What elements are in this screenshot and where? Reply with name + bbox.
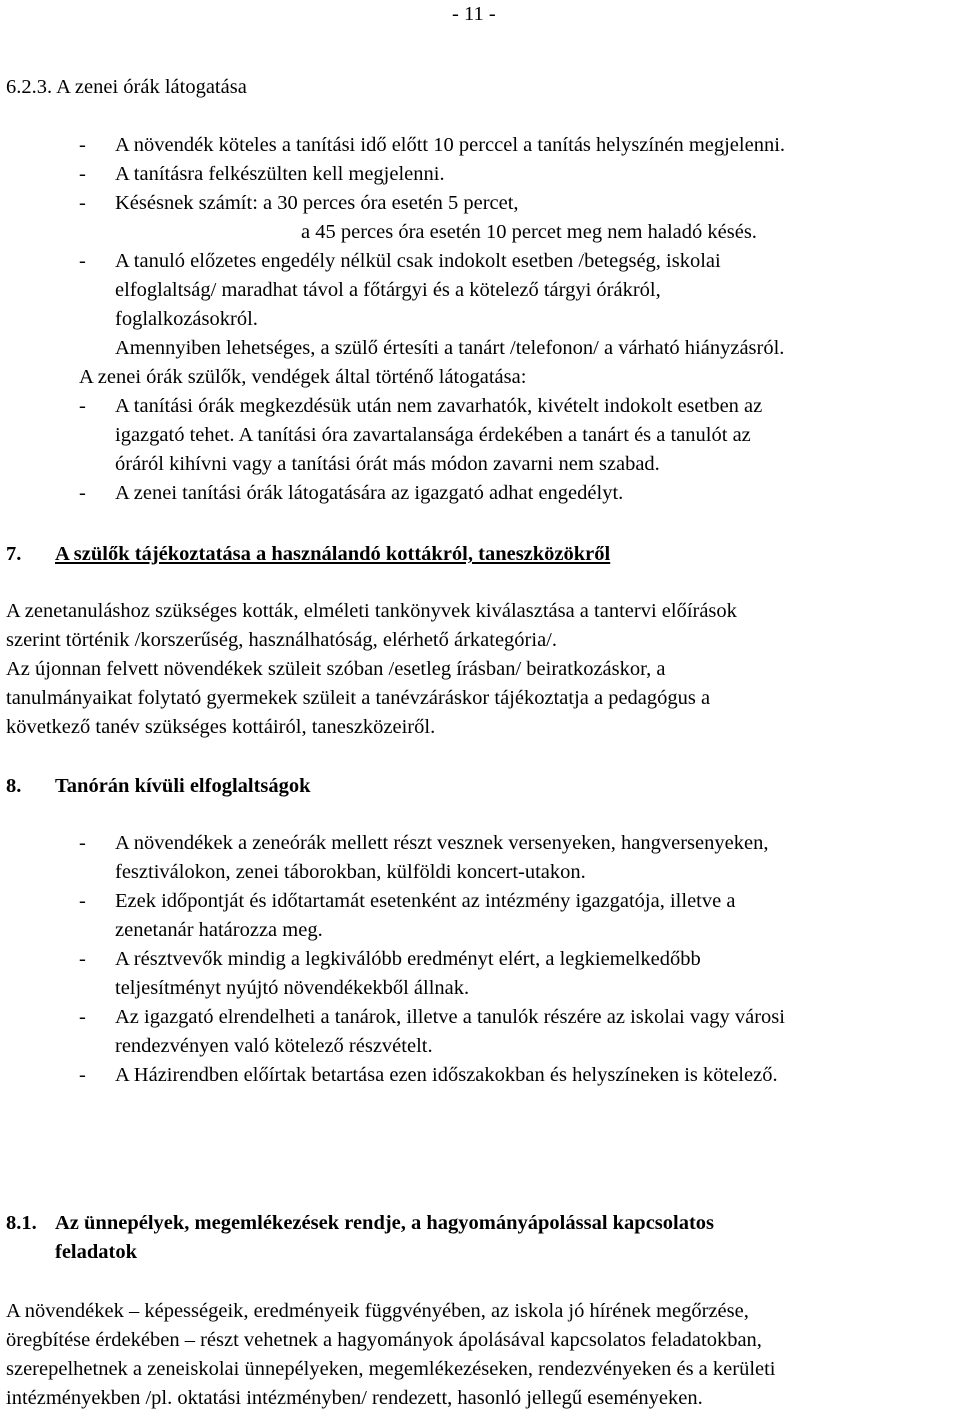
list-item-text: A tanítási órák megkezdésük után nem zavarhatók, kivételt indokolt esetben az: [115, 395, 763, 417]
section-number-8: 8.: [6, 775, 22, 797]
paragraph-line: öregbítése érdekében – részt vehetnek a hagyományok ápolásával kapcsolatos feladatokban,: [6, 1329, 762, 1351]
section-heading-8-1-line2: feladatok: [55, 1241, 137, 1263]
list-item-continuation: Amennyiben lehetséges, a szülő értesíti a tanárt /telefonon/ a várható hiányzásról.: [115, 337, 785, 359]
section-heading-6-2-3: 6.2.3. A zenei órák látogatása: [6, 76, 247, 98]
list-item-text: Az igazgató elrendelheti a tanárok, illetve a tanulók részére az iskolai vagy városi: [115, 1006, 785, 1028]
list-item-text: A zenei tanítási órák látogatására az igazgató adhat engedélyt.: [115, 482, 624, 504]
list-dash: -: [79, 1064, 86, 1086]
paragraph-line: tanulmányaikat folytató gyermekek szüleit a tanévzáráskor tájékoztatja a pedagógus a: [6, 687, 711, 709]
paragraph-line: A zenetanuláshoz szükséges kották, elméleti tankönyvek kiválasztása a tantervi előírások: [6, 600, 737, 622]
list-dash: -: [79, 890, 86, 912]
list-dash: -: [79, 1006, 86, 1028]
list-dash: -: [79, 250, 86, 272]
paragraph-line: szerint történik /korszerűség, használhatóság, elérhető árkategória/.: [6, 629, 557, 651]
paragraph-line: következő tanév szükséges kottáiról, taneszközeiről.: [6, 716, 436, 738]
list-item-text: A résztvevők mindig a legkiválóbb eredményt elért, a legkiemelkedőbb: [115, 948, 701, 970]
list-item-text: A növendékek a zeneórák mellett részt vesznek versenyeken, hangversenyeken,: [115, 832, 769, 854]
list-dash: -: [79, 482, 86, 504]
list-item-continuation: teljesítményt nyújtó növendékekből állnak.: [115, 977, 470, 999]
list-item-continuation: zenetanár határozza meg.: [115, 919, 323, 941]
paragraph-line: A növendékek – képességeik, eredményeik függvényében, az iskola jó hírének megőrzése,: [6, 1300, 749, 1322]
list-item-text: A tanuló előzetes engedély nélkül csak indokolt esetben /betegség, iskolai: [115, 250, 721, 272]
list-item-continuation: elfoglaltság/ maradhat távol a főtárgyi és a kötelező tárgyi órákról,: [115, 279, 661, 301]
paragraph-line: Az újonnan felvett növendékek szüleit szóban /esetleg írásban/ beiratkozáskor, a: [6, 658, 666, 680]
visits-intro: A zenei órák szülők, vendégek által történő látogatása:: [79, 366, 527, 388]
list-item-continuation: óráról kihívni vagy a tanítási órát más módon zavarni nem szabad.: [115, 453, 660, 475]
list-item-text: Ezek időpontját és időtartamát esetenként az intézmény igazgatója, illetve a: [115, 890, 736, 912]
list-dash: -: [79, 948, 86, 970]
list-item-continuation: igazgató tehet. A tanítási óra zavartalansága érdekében a tanárt és a tanulót az: [115, 424, 751, 446]
list-dash: -: [79, 395, 86, 417]
section-heading-8: Tanórán kívüli elfoglaltságok: [55, 775, 311, 797]
list-dash: -: [79, 832, 86, 854]
list-item-continuation: foglalkozásokról.: [115, 308, 258, 330]
page-number: - 11 -: [452, 3, 496, 25]
section-number-7: 7.: [6, 543, 22, 565]
list-item-text: Késésnek számít: a 30 perces óra esetén 5 percet,: [115, 192, 519, 214]
list-dash: -: [79, 134, 86, 156]
list-dash: -: [79, 163, 86, 185]
list-item-text: A növendék köteles a tanítási idő előtt 10 perccel a tanítás helyszínén megjelenni.: [115, 134, 786, 156]
section-heading-8-1: Az ünnepélyek, megemlékezések rendje, a hagyományápolással kapcsolatos: [55, 1212, 715, 1234]
list-item-continuation: fesztiválokon, zenei táborokban, külföldi koncert-utakon.: [115, 861, 586, 883]
paragraph-line: intézményekben /pl. oktatási intézményben/ rendezett, hasonló jellegű eseményeken.: [6, 1387, 703, 1409]
paragraph-line: szerepelhetnek a zeneiskolai ünnepélyeken, megemlékezéseken, rendezvényeken és a kerületi: [6, 1358, 776, 1380]
section-number-8-1: 8.1.: [6, 1212, 37, 1234]
list-item-continuation: a 45 perces óra esetén 10 percet meg nem haladó késés.: [301, 221, 757, 243]
section-heading-7: A szülők tájékoztatása a használandó kottákról, taneszközökről: [55, 543, 611, 565]
list-item-text: A Házirendben előírtak betartása ezen időszakokban és helyszíneken is kötelező.: [115, 1064, 778, 1086]
list-item-continuation: rendezvényen való kötelező részvételt.: [115, 1035, 433, 1057]
list-item-text: A tanításra felkészülten kell megjelenni.: [115, 163, 445, 185]
list-dash: -: [79, 192, 86, 214]
